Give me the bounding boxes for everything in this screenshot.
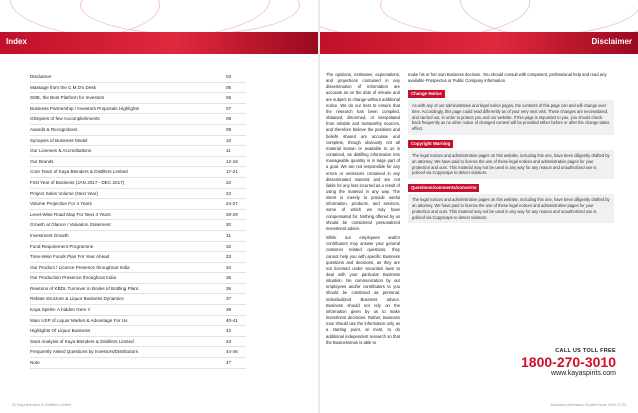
index-row[interactable]: [30, 93, 246, 104]
header-decoration: [320, 0, 638, 32]
index-entry-title: Level-Wise Road Map For Next 4 Years: [30, 211, 111, 217]
index-entry-page: 43: [226, 338, 232, 344]
page-spine: [318, 0, 320, 413]
index-entry-page: 40-41: [226, 317, 238, 323]
index-row[interactable]: [30, 337, 246, 348]
notice-tag: Copyright Warning: [408, 140, 453, 148]
notices-column: [408, 72, 614, 223]
index-row[interactable]: [30, 326, 246, 337]
index-entry-page: 44-46: [226, 349, 238, 355]
change-notice: [408, 90, 614, 135]
index-entry-page: 17-21: [226, 169, 238, 175]
index-row[interactable]: [30, 273, 246, 284]
footer-left: 02 Kaya Blenders & Distillers Limited: [12, 403, 71, 407]
index-row[interactable]: [30, 157, 246, 168]
index-entry-title: Rebate structure & Liquor Business Dynamics: [30, 296, 124, 302]
index-row[interactable]: [30, 305, 246, 316]
index-entry-page: 11: [226, 148, 231, 154]
index-row[interactable]: [30, 220, 246, 231]
index-row[interactable]: [30, 125, 246, 136]
index-row[interactable]: [30, 83, 246, 94]
index-entry-title: Massage from the C.M.D's Desk: [30, 84, 96, 90]
index-title: Index: [6, 37, 27, 46]
index-entry-title: Reasons of KBDL Turnover in Books of Bottling Plant: [30, 285, 139, 291]
index-entry-title: Fund Requirement Programme: [30, 243, 94, 249]
index-entry-title: Core Team of Kaya Blenders & Distillers Limited: [30, 169, 128, 175]
disclaimer-paragraph: While our employees and/or contributors may answer your general customer related questions, they cannot help you with specific Business questions and decisions, as they are not licensed under securities laws to deal with your particular Business situation. No communication by our employees and/or contributors to you should be construed as personal, individualized Business advice. Business should not rely on the information given by us to make investment decisions. Rather, Business man should use the information only as a starting point, at most, to do additional independent research so that the Businessman is able to: [326, 235, 400, 345]
index-entry-title: SME, the Best Platform for Investors: [30, 95, 105, 101]
index-entry-title: Our Production Presence throughout India: [30, 275, 117, 281]
index-entry-title: Time-Wise Funds Plan For Year Ahead: [30, 254, 110, 260]
copyright-notice: [408, 140, 614, 179]
notice-text: The legal notices and administrative pages on this website, including this one, have been diligently drafted by an attorney. We have paid to license the use of these legal notices and administrative pages for your protection and ours. This material may not be used in any way for any reason and unauthorized use is policed via Copyscape to detect violators.: [408, 194, 614, 223]
index-row[interactable]: [30, 114, 246, 125]
index-entry-page: 10: [226, 137, 232, 143]
notice-text: As with any of our administrative and legal notice pages, the contents of this page can and will change over time. Accordingly, this page could read differently as of your very next visit. These changes are necessitated, and carried out, in order to protect you and our website. If this page is important to you, you should check back frequently as no other notice of changed content will be provided either before or after the change takes effect.: [408, 100, 614, 135]
index-row[interactable]: [30, 72, 246, 83]
disclaimer-paragraph: The opinions, estimates, expectations, and projections contained in any dissemination of information are accurate as on the date of release and are subject to change without additional notice. We do our best to ensure that the research has been compiled, obtained, discerned, or interpolated from reliable and trustworthy sources, and therefore believe the positions and beliefs shared are accurate and complete, though obviously not all material known or available to us is contained, as distilling information into manageable quantity is in large part of a goal. We are not responsible for any errors or omissions contained in any disseminated material and are not liable for any loss incurred as a result of using the material in any way. The intent is merely to provide useful information, products, and services, some of which we may have compensated for. Nothing offered by us should be considered personalized investment advice.: [326, 72, 400, 231]
index-row[interactable]: [30, 104, 246, 115]
index-row[interactable]: [30, 178, 246, 189]
index-entry-page: 22: [226, 179, 232, 185]
index-entry-page: 37: [226, 296, 232, 302]
index-entry-title: Highlights Of Liquor Business: [30, 328, 91, 334]
index-entry-title: Project Sales Volume (Next Year): [30, 190, 98, 196]
index-entry-title: Main USP of Liquor Market & Advantage For Us: [30, 317, 128, 323]
header-decoration: [0, 0, 318, 32]
index-entry-title: First Year of Business (JAN 2017 - DEC 2017): [30, 179, 125, 185]
notice-tag: Questions/comments/concerns: [408, 184, 479, 192]
index-entry-page: 47: [226, 360, 232, 366]
website-link[interactable]: www.kayaspirits.com: [551, 370, 616, 377]
index-entry-title: Awards & Recognitions: [30, 126, 78, 132]
index-row[interactable]: [30, 136, 246, 147]
index-row[interactable]: [30, 210, 246, 221]
index-entry-title: Swot Analysis of Kaya Blenders & Distillers Limited: [30, 338, 134, 344]
index-row[interactable]: [30, 263, 246, 274]
index-entry-page: 30: [226, 222, 232, 228]
phone-number[interactable]: 1800-270-3010: [521, 354, 616, 370]
index-entry-title: Our Brands: [30, 158, 54, 164]
index-entry-title: Synopsis of Business Model: [30, 137, 88, 143]
index-entry-page: 09: [226, 126, 232, 132]
index-entry-page: 35: [226, 275, 232, 281]
footer-right: Business Information Booklet Issue 2016-17 03: [550, 403, 626, 407]
index-entry-title: Disclaimer: [30, 74, 52, 79]
index-entry-title: Frequently Asked Questions by Investors/Distributors: [30, 349, 138, 355]
index-entry-page: 06: [226, 95, 232, 101]
index-table: [30, 72, 246, 369]
index-entry-page: 03: [226, 74, 232, 79]
index-row[interactable]: [30, 189, 246, 200]
index-entry-title: Business Partnership / Investors Proposals Highlights: [30, 105, 140, 111]
index-entry-page: 24-27: [226, 201, 238, 207]
index-entry-page: 34: [226, 264, 232, 270]
disclaimer-header: [320, 0, 638, 64]
index-entry-page: 36: [226, 285, 232, 291]
index-header: [0, 0, 318, 64]
intro-text: make his or her own Business decision. You should consult with competent, professional help and read any available Prospectus or Public Company information.: [408, 72, 607, 83]
header-bar: [0, 32, 318, 54]
index-row[interactable]: [30, 167, 246, 178]
index-entry-page: 08: [226, 116, 232, 122]
index-entry-title: Kaya Spirits- A hidden Gem !!: [30, 307, 91, 313]
index-entry-page: 42: [226, 328, 232, 334]
index-entry-page: 39: [226, 307, 232, 313]
index-row[interactable]: [30, 199, 246, 210]
index-entry-page: 05: [226, 84, 232, 90]
index-entry-page: 28-29: [226, 211, 238, 217]
index-entry-page: 31: [226, 232, 232, 238]
questions-notice: [408, 184, 614, 223]
index-row[interactable]: [30, 347, 246, 358]
index-entry-title: Note: [30, 360, 40, 366]
toll-free-contact: [521, 348, 616, 377]
index-entry-page: 33: [226, 254, 232, 260]
index-entry-title: Our Product / Licence Presence throughout India: [30, 264, 130, 270]
index-entry-title: Growth at Glance / Valuation Statement: [30, 222, 111, 228]
call-label: CALL US TOLL FREE: [555, 348, 616, 354]
notice-text: The legal notices and administrative pages on this website, including this one, have been diligently drafted by an attorney. We have paid to license the use of these legal notices and administrative pages for your protection and ours. This material may not be used in any way for any reason and unauthorized use is policed via Copyscape to detect violators.: [408, 150, 614, 179]
index-row[interactable]: [30, 252, 246, 263]
index-entry-page: 07: [226, 105, 232, 111]
index-row[interactable]: [30, 231, 246, 242]
notice-tag: Change Notice: [408, 90, 445, 98]
index-entry-title: Investment Growth: [30, 232, 69, 238]
disclaimer-title: Disclaimer: [591, 37, 632, 46]
index-entry-page: 23: [226, 190, 232, 196]
disclaimer-column: [326, 72, 400, 349]
index-entry-title: Volume Projection For 4 Years: [30, 201, 92, 207]
index-row[interactable]: [30, 294, 246, 305]
index-entry-title: Our Licenses & Accreditations: [30, 148, 92, 154]
header-bar: [320, 32, 638, 54]
index-row[interactable]: [30, 146, 246, 157]
index-row[interactable]: [30, 284, 246, 295]
index-row[interactable]: [30, 358, 246, 369]
index-row[interactable]: [30, 316, 246, 327]
index-row[interactable]: [30, 242, 246, 253]
index-entry-title: Glimpses of few Accomplishments: [30, 116, 100, 122]
index-entry-page: 32: [226, 243, 232, 249]
index-entry-page: 12-16: [226, 158, 238, 164]
